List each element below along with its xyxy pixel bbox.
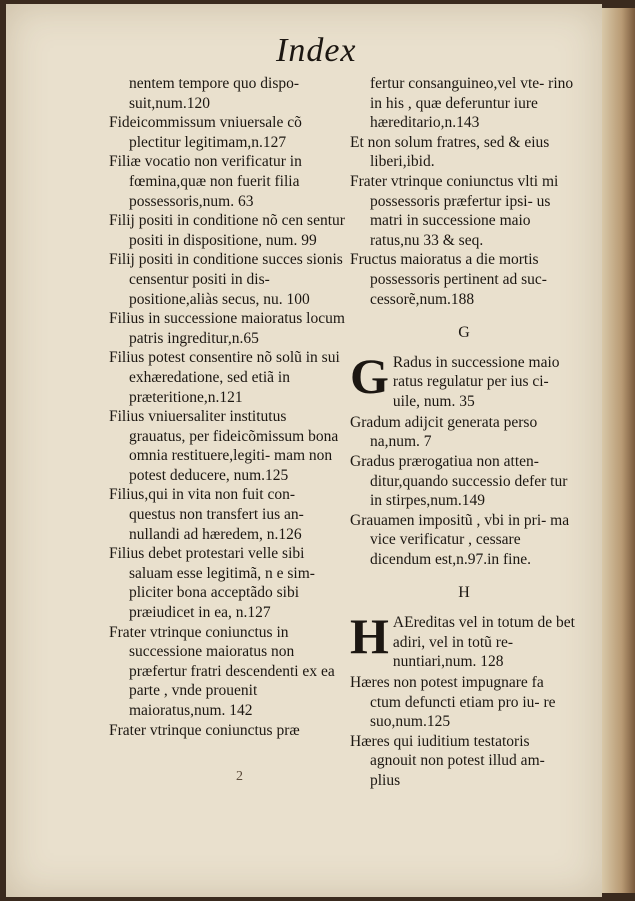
- index-entry: Fructus maioratus a die mortis possessoris pertinent ad suc- cessorẽ,num.188: [350, 251, 547, 308]
- left-column: [109, 74, 345, 740]
- section-letter-g: G: [458, 324, 470, 342]
- index-entry: Filius potest consentire nõ solũ in sui exhæredatione, sed etiã in præteritione,n.121: [109, 349, 340, 406]
- drop-cap-h: H: [350, 608, 389, 665]
- index-entry: fertur consanguineo,vel vte- rino in his , quæ deferuntur iure hæreditario,n.143: [370, 75, 574, 132]
- adjacent-page-edge: [602, 8, 635, 893]
- g-initial-text: Radus in successione maio ratus regulatur per ius ci- uile, num. 35: [392, 353, 560, 410]
- section-letter-h: H: [458, 584, 470, 602]
- h-initial-text: AEreditas vel in totum de bet adiri, vel in totũ re- nuntiari,num. 128: [392, 614, 575, 671]
- index-entry: Filius debet protestari velle sibi saluam esse legitimã, n e sim- pliciter bona acceptãdo sibi præiudicet in ea, n.127: [109, 545, 315, 622]
- g-entries: [350, 413, 578, 570]
- index-entry: Frater vtrinque coniunctus præ: [109, 721, 300, 739]
- index-entry: Gradum adijcit generata perso na,num. 7: [350, 413, 538, 451]
- index-entry: Et non solum fratres, sed & eius liberi,ibid.: [350, 133, 550, 171]
- drop-cap-g: G: [350, 347, 389, 404]
- index-entry: Hæres qui iuditium testatoris agnouit non potest illud am- plius: [350, 732, 545, 790]
- index-entry: Filius,qui in vita non fuit con- questus non transfert ius an- nullandi ad hæredem, n.126: [109, 486, 304, 543]
- index-entry: Frater vtrinque coniunctus vlti mi possessoris præfertur ipsi- us matri in successione maio ratus,nu 33 & seq.: [350, 172, 559, 249]
- index-entry: Frater vtrinque coniunctus in successione maioratus non præfertur fratri descendenti ex ea parte , vnde prouenit maioratus,num. 142: [109, 623, 335, 719]
- index-entry: Gradus prærogatiua non atten- ditur,quando successio defer tur in stirpes,num.149: [350, 452, 568, 510]
- g-initial-entry: [350, 347, 578, 413]
- h-initial-entry: [350, 608, 578, 673]
- h-entries: [350, 673, 578, 791]
- index-entry: Grauamen impositũ , vbi in pri- ma vice verificatur , cessare dicendum est,n.97.in fine.: [350, 511, 570, 568]
- index-entry: Filiæ vocatio non verificatur in fœmina,quæ non fuerit filia possessoris,num. 63: [109, 153, 302, 210]
- book-page: [6, 4, 602, 897]
- signature-mark: 2: [236, 769, 243, 784]
- index-entry: Filius vniuersaliter institutus grauatus, per fideicõmissum bona omnia restituere,legiti- mam non potest deducere, num.125: [109, 408, 339, 484]
- index-entry: Filij positi in conditione nõ cen sentur positi in dispositione, num. 99: [109, 212, 345, 249]
- index-entry: Filij positi in conditione succes sionis censentur positi in dis- positione,aliàs secus, nu. 100: [109, 251, 343, 308]
- right-column: [350, 74, 578, 791]
- index-entry: Filius in successione maioratus locum patris ingreditur,n.65: [109, 310, 345, 347]
- page-title: Index: [276, 32, 357, 69]
- index-entry: Fideicommissum vniuersale cõ plectitur legitimam,n.127: [109, 114, 302, 151]
- right-before-entries: [350, 74, 578, 309]
- index-entry: Hæres non potest impugnare fa ctum defuncti etiam pro iu- re suo,num.125: [350, 674, 556, 731]
- index-entry: nentem tempore quo dispo- suit,num.120: [129, 75, 300, 112]
